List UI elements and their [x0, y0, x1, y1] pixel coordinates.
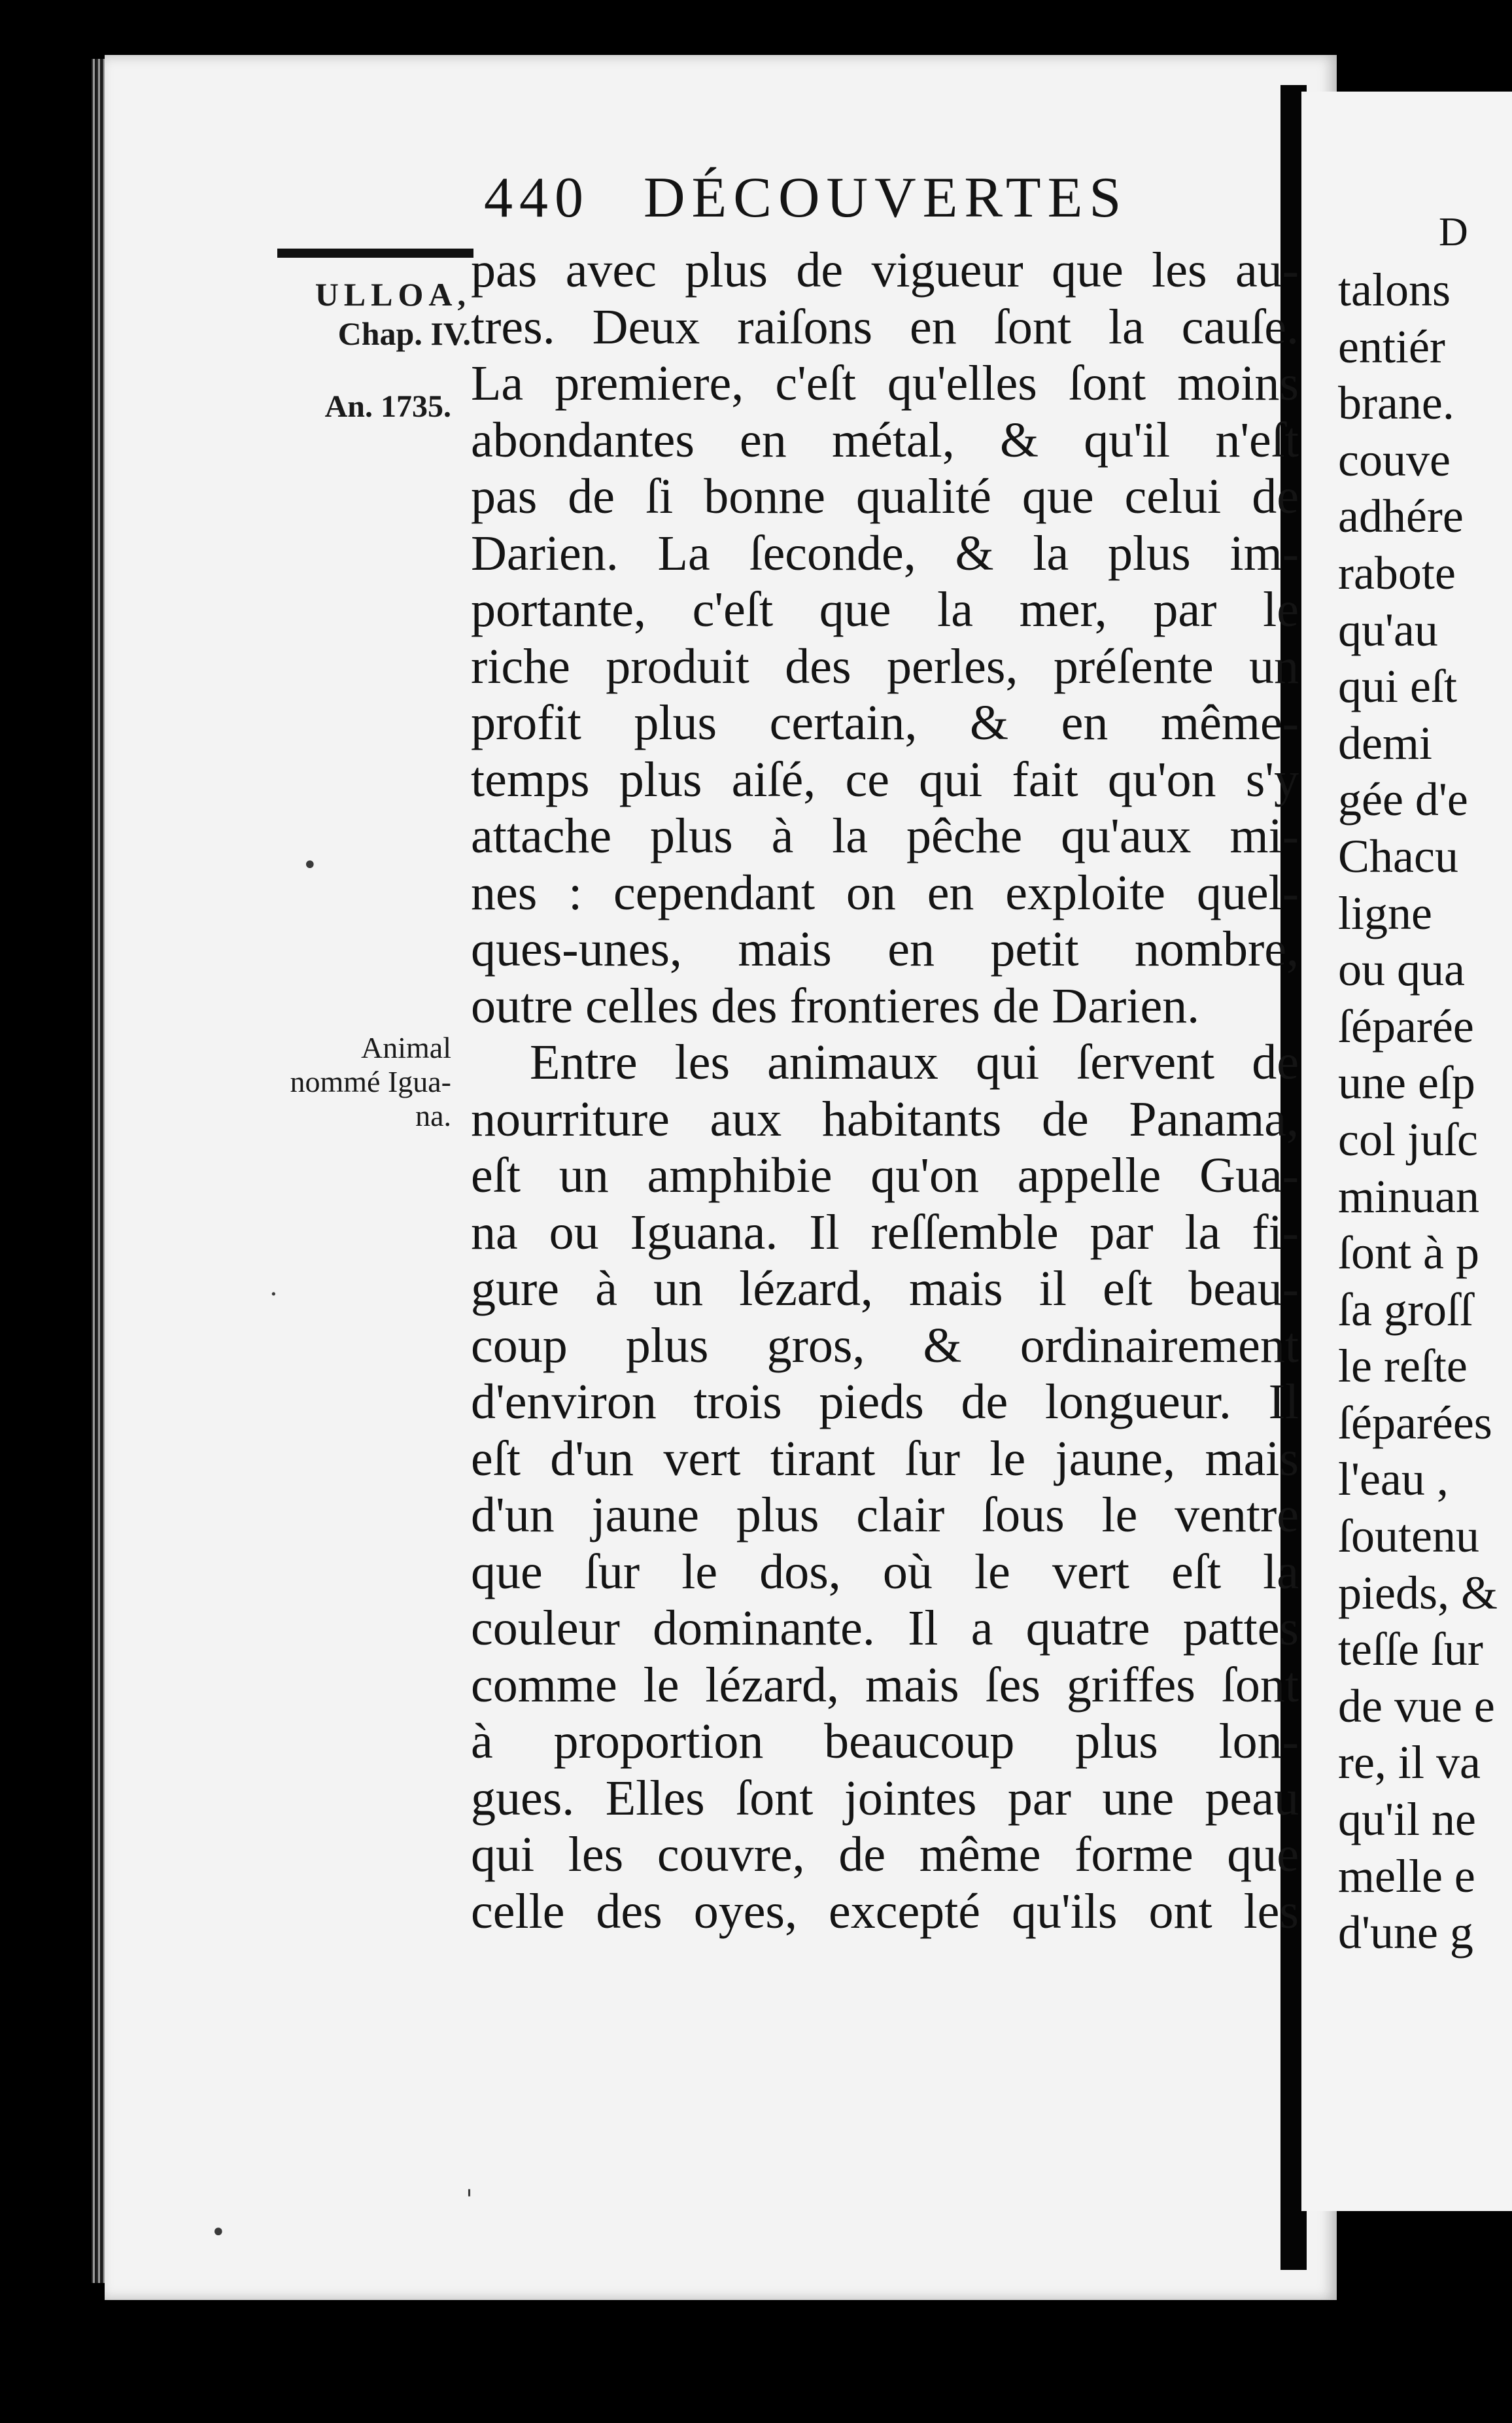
right-text-line: l'eau ,: [1338, 1453, 1449, 1506]
right-text-line: brane.: [1338, 377, 1454, 430]
right-text-line: melle e: [1338, 1849, 1475, 1902]
right-text-line: de vue e: [1338, 1679, 1495, 1732]
right-text-line: adhére: [1338, 490, 1464, 543]
right-text-line: qu'il ne: [1338, 1793, 1476, 1846]
text-line: celle des oyes, excepté qu'ils ont les: [471, 1883, 1299, 1939]
margin-note-chapter: Chap. IV.: [337, 315, 471, 352]
right-text-line: qu'au: [1338, 603, 1438, 656]
right-text-line: ſéparée: [1338, 1000, 1474, 1053]
text-line: tres. Deux raiſons en ſont la cauſe.: [471, 299, 1299, 355]
text-line: eſt d'un vert tirant ſur le jaune, mais: [471, 1431, 1299, 1486]
text-line: nes : cependant on en exploite quel-: [471, 865, 1299, 920]
text-line: d'environ trois pieds de longueur. Il: [471, 1374, 1299, 1429]
right-text-line: ou qua: [1338, 943, 1465, 996]
text-line: temps plus aiſé, ce qui fait qu'on s'y: [471, 752, 1299, 807]
right-text-line: teſſe ſur: [1338, 1623, 1483, 1676]
right-page-text: [1338, 203, 1512, 1961]
text-line: eſt un amphibie qu'on appelle Gua-: [471, 1148, 1299, 1203]
margin-note-year: An. 1735.: [324, 389, 451, 424]
right-text-line: ſoutenu: [1338, 1510, 1479, 1563]
text-line: profit plus certain, & en même-: [471, 695, 1299, 750]
right-text-line: col juſc: [1338, 1113, 1478, 1166]
text-line: Entre les animaux qui ſervent de: [530, 1035, 1299, 1090]
margin-rule: [277, 249, 473, 258]
ink-speck: ·: [269, 1280, 278, 1310]
text-line: gues. Elles ſont jointes par une peau: [471, 1770, 1299, 1826]
ink-speck: ': [466, 2185, 473, 2215]
text-line: riche produit des perles, préſente un: [471, 638, 1299, 694]
running-title: DÉCOUVERTES: [644, 166, 1128, 230]
right-text-line: pieds, &: [1338, 1566, 1498, 1619]
right-page-header: D: [1439, 210, 1472, 254]
margin-note-animal-line: nommé Igua-: [290, 1065, 451, 1098]
right-text-line: ſont à p: [1338, 1227, 1479, 1280]
text-line: ques-unes, mais en petit nombre,: [471, 922, 1299, 977]
right-text-line: talons: [1338, 264, 1451, 316]
text-line: attache plus à la pêche qu'aux mi-: [471, 809, 1299, 863]
right-text-line: demi: [1338, 716, 1432, 769]
text-line: Darien. La ſeconde, & la plus im-: [471, 525, 1299, 581]
body-text: [471, 242, 1299, 1940]
right-text-line: une eſp: [1338, 1056, 1475, 1109]
text-line: coup plus gros, & ordinairement: [471, 1317, 1299, 1373]
right-text-line: entiér: [1338, 320, 1445, 373]
text-line: gure à un lézard, mais il eſt beau-: [471, 1261, 1299, 1316]
text-line: outre celles des frontieres de Darien.: [471, 978, 1200, 1034]
text-line: d'un jaune plus clair ſous le ventre: [471, 1488, 1299, 1543]
margin-note-author: ULLOA,: [315, 276, 471, 313]
text-line: qui les couvre, de même forme que: [471, 1827, 1299, 1882]
running-header: [484, 166, 1229, 230]
right-text-line: le reſte: [1338, 1340, 1468, 1393]
margin-note-animal-line: Animal: [361, 1031, 451, 1064]
text-line: couleur dominante. Il a quatre pattes: [471, 1601, 1299, 1656]
right-text-line: d'une g: [1338, 1906, 1473, 1959]
right-text-line: Chacu: [1338, 829, 1458, 882]
ink-speck: •: [211, 2218, 226, 2248]
right-text-line: ſéparées: [1338, 1396, 1492, 1449]
right-text-line: minuan: [1338, 1170, 1479, 1223]
text-line: La premiere, c'eſt qu'elles ſont moins: [471, 356, 1299, 411]
text-line: pas avec plus de vigueur que les au-: [471, 243, 1299, 298]
text-line: que ſur le dos, où le vert eſt la: [471, 1544, 1299, 1599]
text-line: portante, c'eſt que la mer, par le: [471, 582, 1299, 637]
page-edge: [92, 59, 106, 2283]
text-line: comme le lézard, mais ſes griffes ſont: [471, 1657, 1299, 1713]
text-line: abondantes en métal, & qu'il n'eſt: [471, 412, 1299, 468]
margin-note-animal-line: na.: [415, 1099, 451, 1132]
right-text-line: ſa groſſ: [1338, 1283, 1473, 1336]
right-text-line: ligne: [1338, 886, 1432, 939]
text-line: à proportion beaucoup plus lon-: [471, 1714, 1299, 1769]
right-text-line: couve: [1338, 433, 1451, 486]
right-text-line: rabote: [1338, 546, 1456, 599]
right-text-line: re, il va: [1338, 1736, 1481, 1789]
text-line: pas de ſi bonne qualité que celui de: [471, 469, 1299, 524]
ink-speck: •: [302, 850, 318, 880]
right-text-line: gée d'e: [1338, 773, 1468, 826]
right-text-line: qui eſt: [1338, 660, 1457, 713]
text-line: na ou Iguana. Il reſſemble par la fi-: [471, 1204, 1299, 1260]
margin-note-animal: [262, 1031, 451, 1133]
text-line: nourriture aux habitants de Panama,: [471, 1091, 1299, 1147]
page-number: 440: [484, 166, 590, 230]
